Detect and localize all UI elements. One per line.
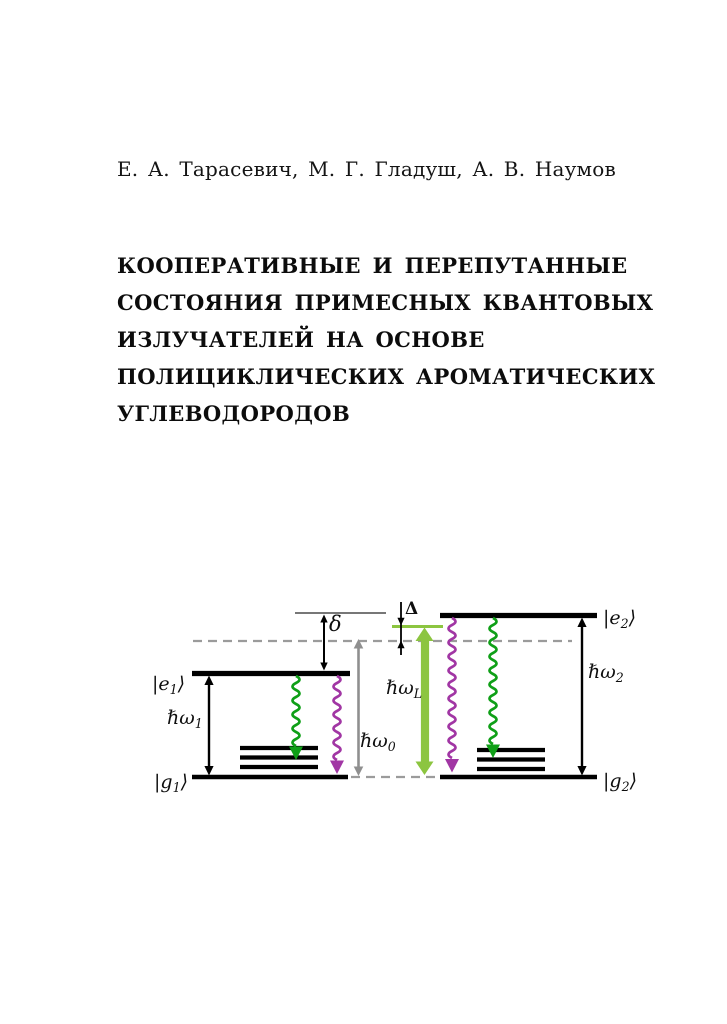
label-g2-pre: |g — [603, 770, 622, 792]
transition-arrow-hw1-head-top — [204, 676, 213, 686]
decay-wavy-purple-left — [334, 676, 341, 760]
label-hwL-sub: L — [413, 686, 423, 701]
label-hw1-pre: ℏω — [167, 707, 195, 729]
decay-wavy-green-right — [490, 618, 497, 744]
label-hw0-pre: ℏω — [360, 730, 388, 752]
label-g1-pre: |g — [154, 771, 173, 793]
label-delta: δ — [329, 612, 342, 636]
label-hw0 — [360, 730, 396, 752]
title-line-3: ИЗЛУЧАТЕЛЕЙ НА ОСНОВЕ — [117, 327, 485, 352]
label-Delta: Δ — [405, 599, 419, 619]
label-hw1 — [167, 707, 203, 729]
label-g2-sub: 2 — [621, 779, 630, 794]
transition-arrow-hw2-head-bottom — [577, 766, 586, 776]
label-g2-post: ⟩ — [629, 770, 637, 792]
label-hw1-sub: 1 — [194, 716, 203, 731]
authors-line: Е. А. Тарасевич, М. Г. Гладуш, А. В. Наумов — [117, 157, 617, 181]
decay-wavy-purple-left-head — [330, 761, 344, 775]
label-g1-sub: 1 — [172, 780, 181, 795]
Delta-detuning-arrow-head-down — [397, 618, 404, 626]
label-e2-pre: |e — [603, 607, 621, 629]
label-e1-sub: 1 — [169, 682, 178, 697]
laser-arrow — [413, 628, 434, 776]
label-hw2 — [588, 661, 624, 683]
label-hw2-pre: ℏω — [588, 661, 616, 683]
label-e1-post: ⟩ — [177, 673, 186, 695]
label-e1-pre: |e — [152, 673, 170, 695]
transition-arrow-hw2-head-top — [577, 618, 586, 628]
decay-wavy-green-left — [293, 676, 300, 746]
label-g2-ket — [603, 770, 637, 792]
decay-wavy-purple-right — [449, 618, 456, 758]
label-e2-sub: 2 — [620, 616, 629, 631]
title-line-2: СОСТОЯНИЯ ПРИМЕСНЫХ КВАНТОВЫХ — [117, 290, 654, 315]
delta-detuning-arrow-head-bottom — [320, 663, 327, 671]
label-g1-ket — [154, 771, 188, 793]
delta-detuning-arrow-head-top — [320, 615, 327, 623]
decay-wavy-purple-right-head — [445, 759, 459, 773]
label-hwL — [386, 677, 422, 699]
label-e2-post: ⟩ — [628, 607, 637, 629]
title-line-5: УГЛЕВОДОРОДОВ — [117, 401, 351, 426]
label-hw2-sub: 2 — [615, 670, 624, 685]
label-hwL-pre: ℏω — [386, 677, 414, 699]
title-line-4: ПОЛИЦИКЛИЧЕСКИХ АРОМАТИЧЕСКИХ — [117, 364, 656, 389]
title-line-1: КООПЕРАТИВНЫЕ И ПЕРЕПУТАННЫЕ — [117, 253, 628, 278]
label-g1-post: ⟩ — [180, 771, 188, 793]
label-e1-ket — [152, 673, 185, 695]
omega0-gray-arrow-head-bottom — [354, 767, 364, 777]
transition-arrow-hw1-head-bottom — [204, 766, 213, 776]
label-hw0-sub: 0 — [387, 739, 396, 754]
label-e2-ket — [603, 607, 636, 629]
